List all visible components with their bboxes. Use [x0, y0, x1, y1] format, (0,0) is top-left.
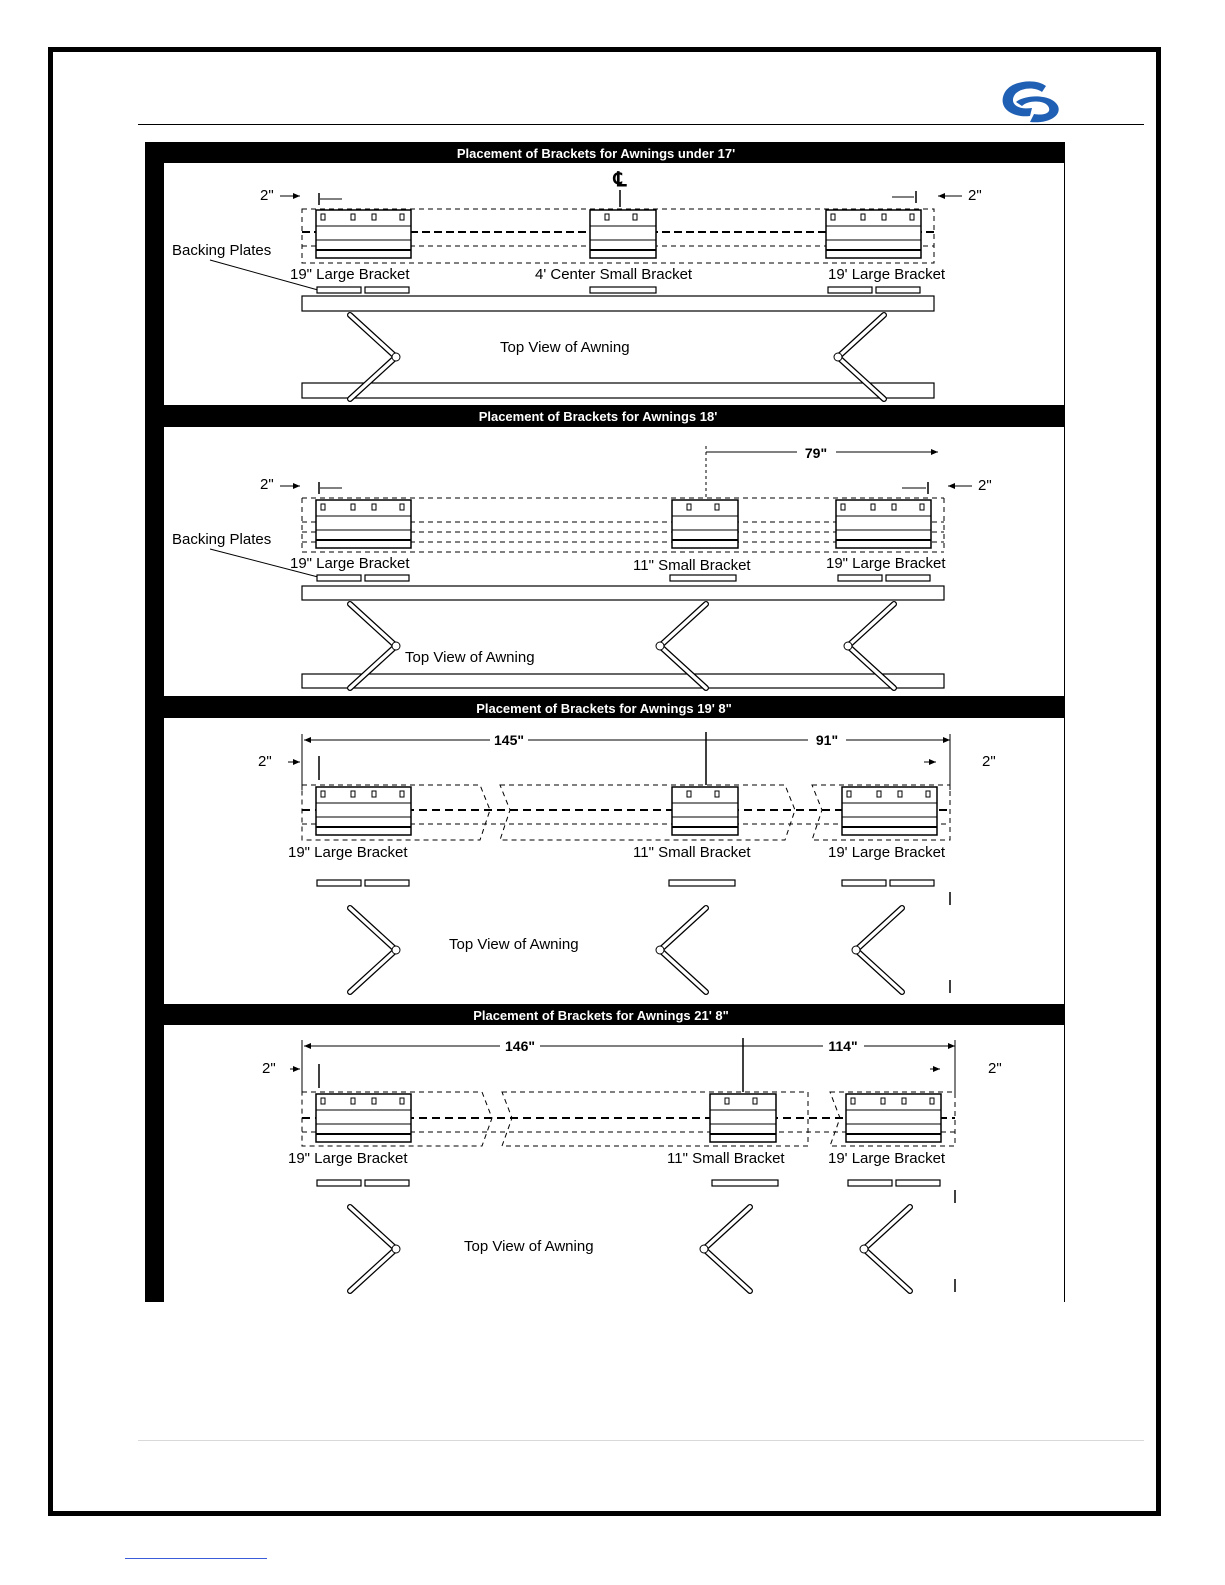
panel-1-center-plate [590, 287, 656, 293]
panel-1-dim-left: 2" [260, 187, 274, 204]
panel-19-8 [164, 701, 1064, 1004]
panel-3-center-plate [669, 880, 735, 886]
panel-3-right-bracket-label: 19' Large Bracket [828, 844, 946, 861]
panel-1-center-bracket [590, 210, 656, 258]
panel-4-title: Placement of Brackets for Awnings 21' 8" [473, 1008, 729, 1023]
panel-4-dim-right: 2" [988, 1060, 1002, 1077]
panel-1-right-bracket [826, 210, 921, 258]
panel-1-left-bracket-label: 19" Large Bracket [290, 266, 410, 283]
panel-4-right-bracket-label: 19' Large Bracket [828, 1150, 946, 1167]
panel-4-center-plate [712, 1180, 778, 1186]
panel-2-right-bracket-label: 19" Large Bracket [826, 555, 946, 572]
panel-1-left-bracket [316, 210, 411, 258]
panel-3-dim-top-left: 145" [494, 732, 524, 748]
panel-2-center-plate [670, 575, 736, 581]
panel-2-dim-left: 2" [260, 476, 274, 493]
panel-4-view-label: Top View of Awning [464, 1238, 594, 1255]
panel-1-center-bracket-label: 4' Center Small Bracket [535, 266, 693, 283]
panel-2-center-bracket-label: 11" Small Bracket [633, 557, 751, 574]
panel-4-dim-left: 2" [262, 1060, 276, 1077]
panel-under-17 [164, 146, 1064, 405]
panel-2-left-bracket-label: 19" Large Bracket [290, 555, 410, 572]
panel-1-dim-right: 2" [968, 187, 982, 204]
panel-3-center-bracket [672, 787, 738, 835]
panel-2-dim-top: 79" [804, 445, 828, 461]
panel-4-dim-top-left: 146" [505, 1038, 535, 1054]
centerline-symbol: ℄ [613, 169, 627, 191]
panel-4-dim-top-right: 114" [828, 1038, 858, 1054]
panel-2-left-bracket [316, 500, 411, 548]
panel-4-left-bracket-label: 19" Large Bracket [288, 1150, 408, 1167]
panel-1-right-bracket-label: 19' Large Bracket [828, 266, 946, 283]
panel-4-left-bracket [316, 1094, 411, 1142]
panel-4-right-bracket [846, 1094, 941, 1142]
panel-1-backing-plates-label: Backing Plates [172, 242, 272, 259]
panel-2-dim-right: 2" [978, 477, 992, 494]
panel-3-title: Placement of Brackets for Awnings 19' 8" [476, 701, 732, 716]
panel-3-dim-top-right: 91" [815, 732, 839, 748]
panel-21-8 [164, 1008, 1064, 1302]
panel-3-dim-left: 2" [258, 753, 272, 770]
panel-4-center-bracket [710, 1094, 776, 1142]
panel-3-dim-right: 2" [982, 753, 996, 770]
panel-3-left-bracket-label: 19" Large Bracket [288, 844, 408, 861]
panel-3-center-bracket-label: 11" Small Bracket [633, 844, 751, 861]
panel-1-title: Placement of Brackets for Awnings under 17' [456, 146, 736, 161]
panel-2-title: Placement of Brackets for Awnings 18' [478, 409, 718, 424]
panel-4-center-bracket-label: 11" Small Bracket [667, 1150, 785, 1167]
panel-3-left-bracket [316, 787, 411, 835]
panel-2-view-label: Top View of Awning [405, 649, 535, 666]
panel-18 [164, 409, 1064, 696]
panel-2-right-bracket [836, 500, 931, 548]
panel-2-center-bracket [672, 500, 738, 548]
panel-2-backing-plates-label: Backing Plates [172, 531, 272, 548]
panel-1-view-label: Top View of Awning [500, 339, 630, 356]
panel-3-right-bracket [842, 787, 937, 835]
panel-3-view-label: Top View of Awning [449, 936, 579, 953]
